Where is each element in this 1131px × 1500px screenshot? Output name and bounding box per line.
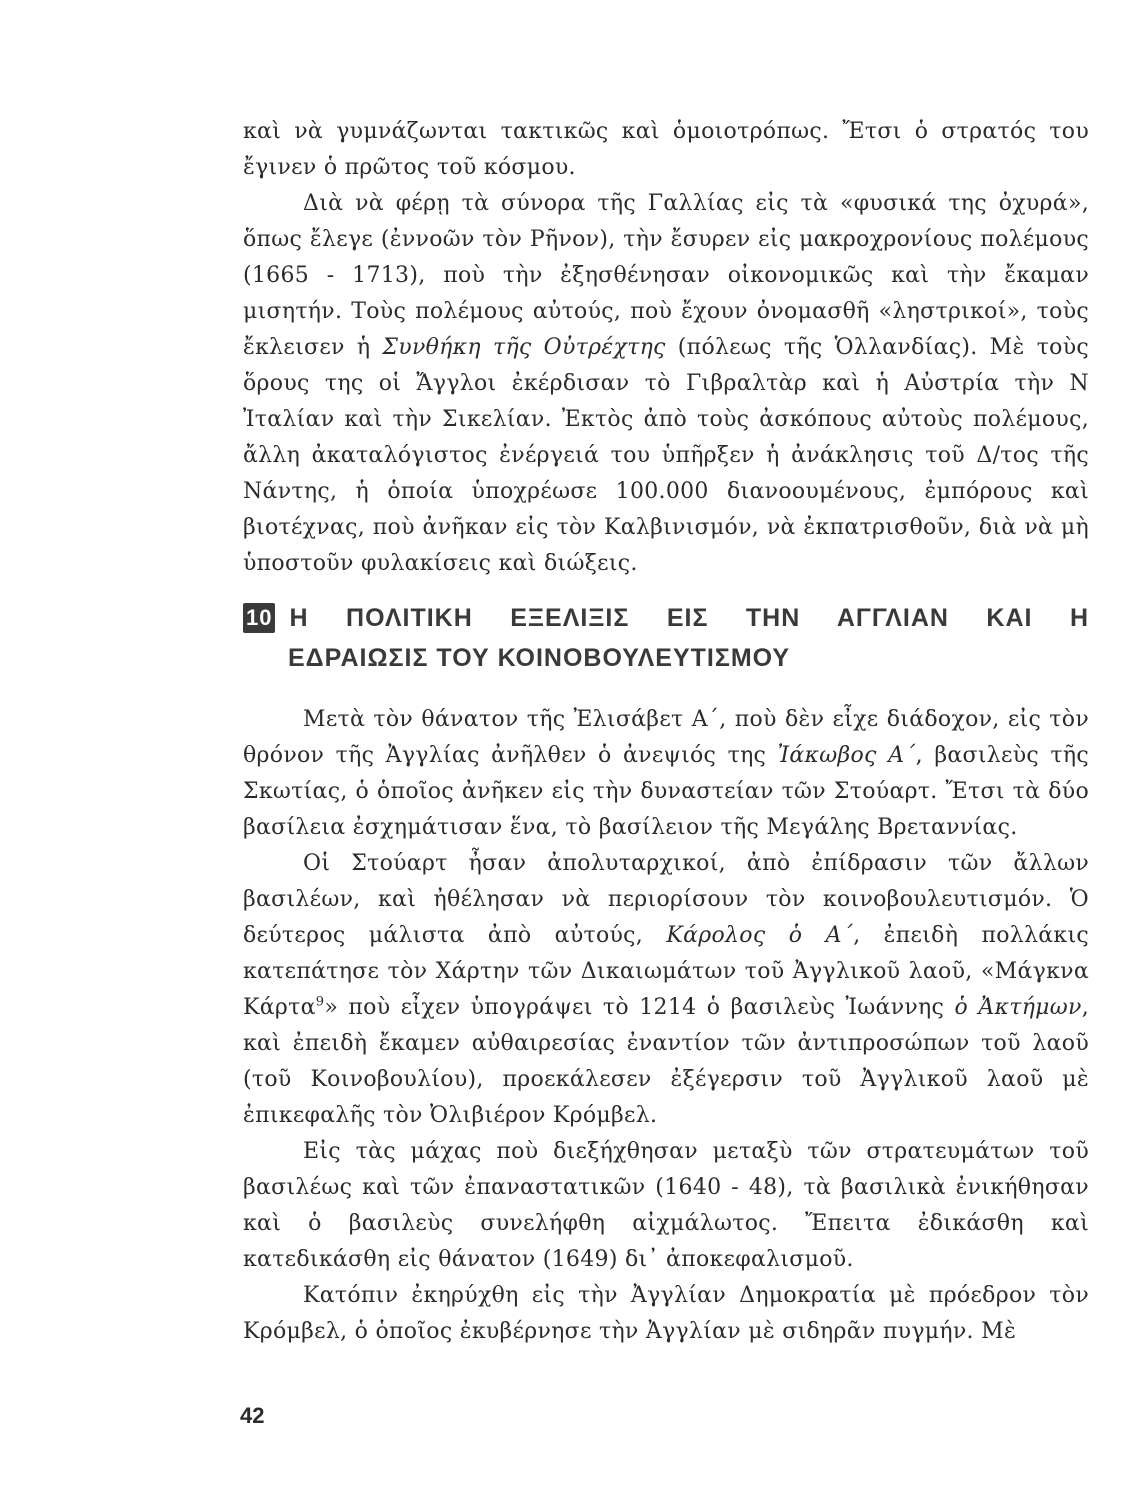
paragraph-cromwell bbox=[243, 1278, 1089, 1350]
bottom-text-block bbox=[243, 702, 1089, 1350]
section-number-badge: 10 bbox=[243, 603, 275, 633]
top-text-block bbox=[243, 114, 1089, 582]
paragraph-text: Διὰ νὰ φέρῃ τὰ σύνορα τῆς Γαλλίας εἰς τὰ «φυσικά της ὀχυρά», ὅπως ἔλεγε (ἐννοῶν τὸν Ρῆνον), τὴν ἔσυρεν εἰς μακροχρονίους πολέμους (1665 - 1713), ποὺ τὴν ἐξησθένησαν οἰκονομικῶς καὶ τὴν ἔκαμαν μισητήν. Τοὺς πολέμους αὐτούς, ποὺ ἔχουν ὀνομασθῆ «ληστρικοί», τοὺς ἔκλεισεν ἡ bbox=[243, 191, 1089, 360]
section-heading-line-2 bbox=[243, 638, 1089, 678]
section-heading-line-1 bbox=[243, 598, 1089, 638]
section-title-line-1: Η ΠΟΛΙΤΙΚΗ ΕΞΕΛΙΞΙΣ ΕΙΣ ΤΗΝ ΑΓΓΛΙΑΝ ΚΑΙ Η bbox=[289, 604, 1089, 632]
paragraph-civil-war bbox=[243, 1134, 1089, 1278]
john-lackland-emphasis: ὁ Ἀκτήμων bbox=[954, 995, 1082, 1020]
paragraph-text: (πόλεως τῆς Ὁλλανδίας). Μὲ τοὺς ὅρους της οἱ Ἄγγλοι ἐκέρδισαν τὸ Γιβραλτὰρ καὶ ἡ Αὐστρία τὴν Ν Ἰταλίαν καὶ τὴν Σικελίαν. Ἐκτὸς ἀπὸ τοὺς ἀσκόπους αὐτοὺς πολέμους, ἄλλη ἀκαταλόγιστος ἐνέργειά του ὑπῆρξεν ἡ ἀνάκλησις τοῦ Δ/τος τῆς Νάντης, ἡ ὁποία ὑποχρέωσε 100.000 διανοουμένους, ἐμπόρους καὶ βιοτέχνας, ποὺ ἀνῆκαν εἰς τὸν Καλβινισμόν, νὰ ἐκπατρισθοῦν, διὰ νὰ μὴ ὑποστοῦν φυλακίσεις καὶ διώξεις. bbox=[243, 335, 1090, 576]
paragraph-text: Εἰς τὰς μάχας ποὺ διεξήχθησαν μεταξὺ τῶν στρατευμάτων τοῦ βασιλέως καὶ τῶν ἐπαναστατικῶν (1640 - 48), τὰ βασιλικὰ ἐνικήθησαν καὶ ὁ βασιλεὺς συνελήφθη αἰχμάλωτος. Ἔπειτα ἐδικάσθη καὶ κατεδικάσθη εἰς θάνατον (1649) δι᾿ ἀποκεφαλισμοῦ. bbox=[243, 1139, 1089, 1272]
page-number: 42 bbox=[240, 1403, 265, 1428]
paragraph-text: Οἱ Στούαρτ ἦσαν ἀπολυταρχικοί, ἀπὸ ἐπίδρασιν τῶν ἄλλων βασιλέων, καὶ ἠθέλησαν νὰ περιορίσουν τὸν κοινοβουλευτισμόν. Ὁ δεύτερος μάλιστα ἀπὸ αὐτούς, bbox=[243, 851, 1089, 948]
charles-emphasis: Κάρολος ὁ Α΄ bbox=[666, 923, 854, 948]
paragraph-text: Μετὰ τὸν θάνατον τῆς Ἐλισάβετ Α΄, ποὺ δὲν εἶχε διάδοχον, εἰς τὸν θρόνον τῆς Ἀγγλίας ἀνῆλθεν ὁ ἀνεψιός της bbox=[243, 707, 1089, 768]
paragraph-text: , καὶ ἐπειδὴ ἔκαμεν αὐθαιρεσίας ἐναντίον τῶν ἀντιπροσώπων τοῦ λαοῦ (τοῦ Κοινοβουλίου), προεκάλεσεν ἐξέγερσιν τοῦ Ἀγγλικοῦ λαοῦ μὲ ἐπικεφαλῆς τὸν Ὀλιβιέρον Κρόμβελ. bbox=[243, 995, 1089, 1128]
james-emphasis: Ἰάκωβος Α΄ bbox=[777, 743, 916, 768]
paragraph-text: καὶ νὰ γυμνάζωνται τακτικῶς καὶ ὁμοιοτρόπως. Ἔτσι ὁ στρατός του ἔγινεν ὁ πρῶτος τοῦ κόσμου. bbox=[243, 119, 1089, 180]
paragraph-text: , ἐπειδὴ πολλάκις κατεπάτησε τὸν Χάρτην τῶν Δικαιωμάτων τοῦ Ἀγγλικοῦ λαοῦ, «Μάγκνα Κάρτα bbox=[243, 923, 1089, 1020]
paragraph-text: , βασιλεὺς τῆς Σκωτίας, ὁ ὁποῖος ἀνῆκεν εἰς τὴν δυναστείαν τῶν Στούαρτ. Ἔτσι τὰ δύο βασίλεια ἐσχημάτισαν ἕνα, τὸ βασίλειον τῆς Μεγάλης Βρεταννίας. bbox=[243, 743, 1089, 840]
paragraph-james bbox=[243, 702, 1089, 846]
section-heading bbox=[243, 598, 1089, 678]
treaty-utrecht-emphasis: Συνθήκη τῆς Οὐτρέχτης bbox=[382, 335, 666, 360]
section-title-line-2: ΕΔΡΑΙΩΣΙΣ ΤΟΥ ΚΟΙΝΟΒΟΥΛΕΥΤΙΣΜΟΥ bbox=[288, 644, 791, 672]
paragraph-continuation bbox=[243, 114, 1089, 186]
paragraph-stuarts bbox=[243, 846, 1089, 1134]
paragraph-text: » ποὺ εἶχεν ὑπογράψει τὸ 1214 ὁ βασιλεὺς Ἰωάννης bbox=[324, 995, 955, 1020]
paragraph-text: Κατόπιν ἐκηρύχθη εἰς τὴν Ἀγγλίαν Δημοκρατία μὲ πρόεδρον τὸν Κρόμβελ, ὁ ὁποῖος ἐκυβέρνησε τὴν Ἀγγλίαν μὲ σιδηρᾶν πυγμήν. Μὲ bbox=[243, 1283, 1089, 1344]
paragraph-louis-wars bbox=[243, 186, 1089, 582]
footnote-marker: 9 bbox=[315, 994, 325, 1010]
